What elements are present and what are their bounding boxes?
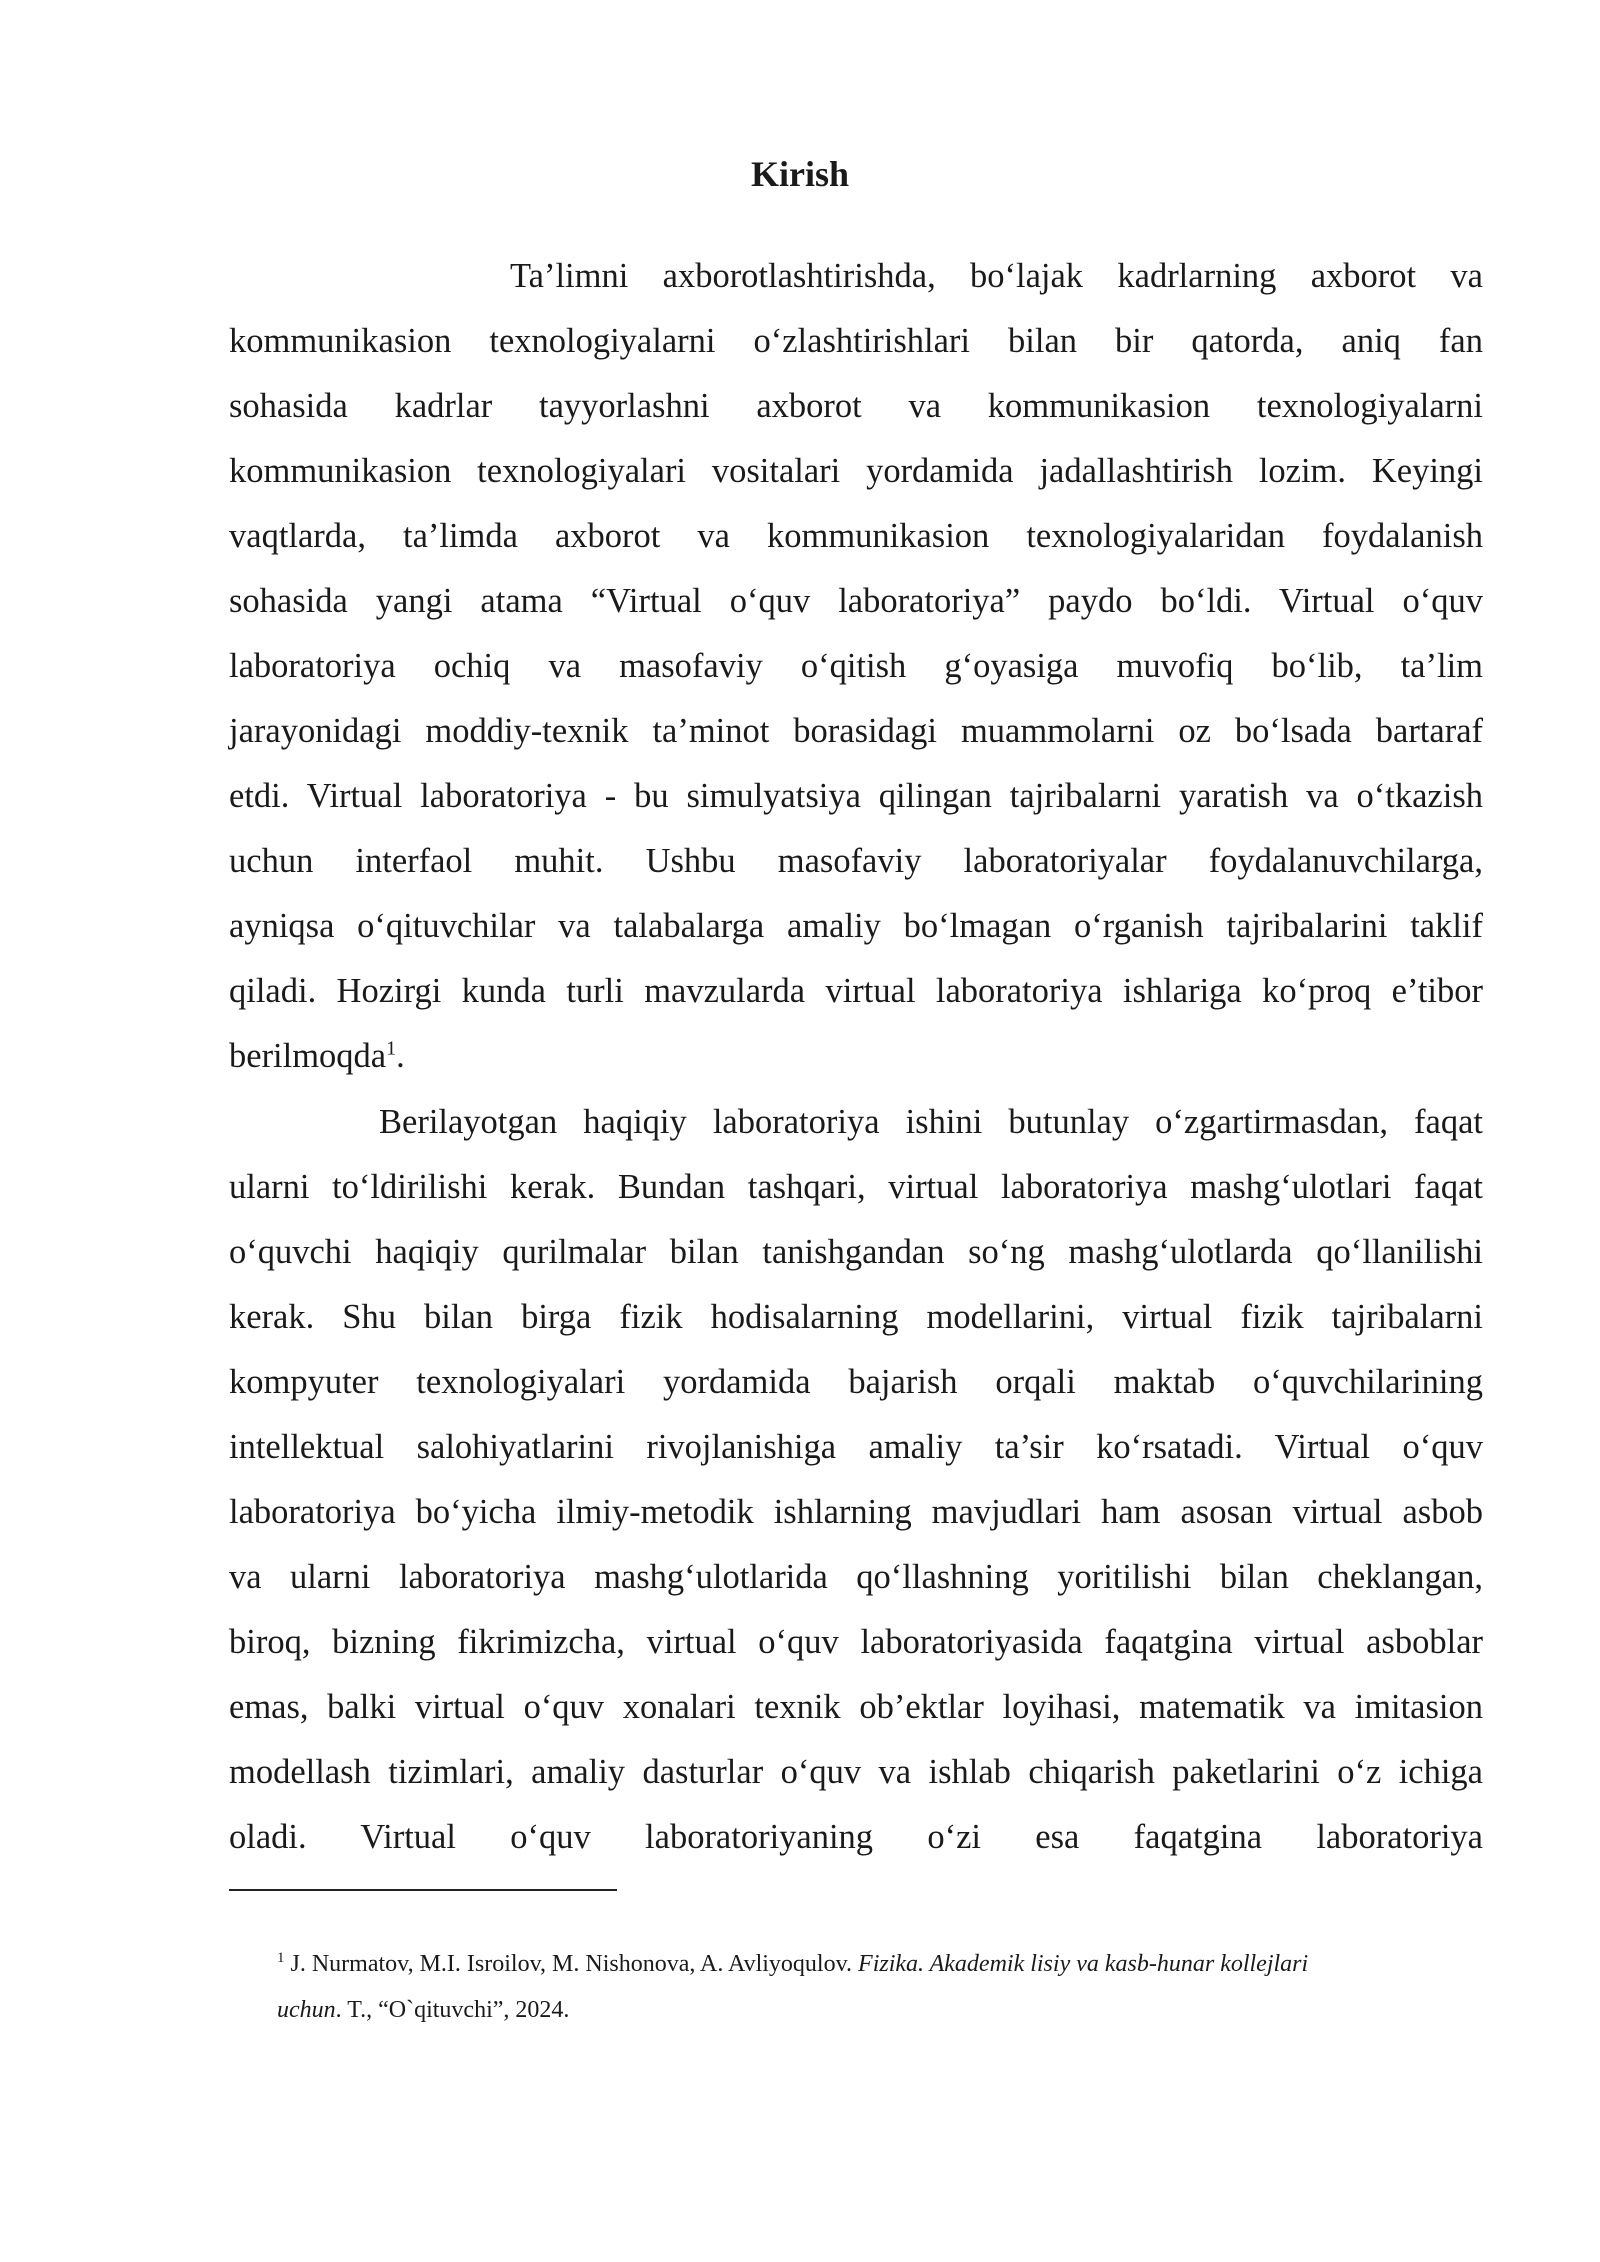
- paragraph-line: Ta’limni axborotlashtirishda, bo‘lajak kadrlarning axborot va: [510, 257, 1483, 295]
- page-title: Kirish: [750, 154, 849, 194]
- paragraph-line: vaqtlarda, ta’limda axborot va kommunikasion texnologiyalaridan foydalanish: [229, 517, 1483, 555]
- paragraph-last-line-text: berilmoqda: [229, 1037, 387, 1075]
- footnote-line: [277, 1941, 1483, 1987]
- paragraph-last-line-end: .: [396, 1037, 405, 1075]
- paragraph-line: modellash tizimlari, amaliy dasturlar o‘quv va ishlab chiqarish paketlarini o‘z ichiga: [229, 1753, 1483, 1791]
- paragraph-line: uchun interfaol muhit. Ushbu masofaviy laboratoriyalar foydalanuvchilarga,: [229, 842, 1483, 880]
- paragraph-introduction: [229, 244, 1483, 1089]
- paragraph-line: intellektual salohiyatlarini rivojlanishiga amaliy ta’sir ko‘rsatadi. Virtual o‘quv: [229, 1428, 1483, 1466]
- paragraph-line: laboratoriya bo‘yicha ilmiy-metodik ishlarning mavjudlari ham asosan virtual asbob: [229, 1493, 1483, 1531]
- paragraph-line: ayniqsa o‘qituvchilar va talabalarga amaliy bo‘lmagan o‘rganish tajribalarini taklif: [229, 907, 1483, 945]
- paragraph-line: kerak. Shu bilan birga fizik hodisalarning modellarini, virtual fizik tajribalarni: [229, 1298, 1483, 1336]
- footnote-separator: [229, 1889, 617, 1891]
- paragraph-line: kommunikasion texnologiyalarni o‘zlashtirishlari bilan bir qatorda, aniq fan: [229, 322, 1483, 360]
- paragraph-line: emas, balki virtual o‘quv xonalari texnik ob’ektlar loyihasi, matematik va imitasion: [229, 1688, 1483, 1726]
- paragraph-line: sohasida yangi atama “Virtual o‘quv laboratoriya” paydo bo‘ldi. Virtual o‘quv: [229, 582, 1483, 620]
- paragraph-line: kompyuter texnologiyalari yordamida bajarish orqali maktab o‘quvchilarining: [229, 1363, 1483, 1401]
- paragraph-line: biroq, bizning fikrimizcha, virtual o‘quv laboratoriyasida faqatgina virtual asboblar: [229, 1623, 1483, 1661]
- paragraph-line: va ularni laboratoriya mashg‘ulotlarida qo‘llashning yoritilishi bilan cheklangan,: [229, 1558, 1483, 1596]
- footnote-reference[interactable]: 1: [386, 1037, 397, 1060]
- footnote-book-title-end: uchun: [277, 1997, 336, 2023]
- paragraph-line: sohasida kadrlar tayyorlashni axborot va kommunikasion texnologiyalarni: [229, 387, 1483, 425]
- paragraph-line: etdi. Virtual laboratoriya - bu simulyatsiya qilingan tajribalarni yaratish va o‘tkazish: [229, 777, 1483, 815]
- paragraph-line: Berilayotgan haqiqiy laboratoriya ishini butunlay o‘zgartirmasdan, faqat: [379, 1103, 1483, 1141]
- paragraph-line: laboratoriya ochiq va masofaviy o‘qitish g‘oyasiga muvofiq bo‘lib, ta’lim: [229, 647, 1483, 685]
- paragraph-line: ularni to‘ldirilishi kerak. Bundan tashqari, virtual laboratoriya mashg‘ulotlari faqat: [229, 1168, 1483, 1206]
- paragraph-virtual-lab: [229, 1090, 1483, 1870]
- paragraph-line: oladi. Virtual o‘quv laboratoriyaning o‘zi esa faqatgina laboratoriya: [229, 1818, 1483, 1856]
- paragraph-last-line: [229, 1024, 1483, 1089]
- footnote-number: 1: [277, 1950, 285, 1966]
- paragraph-line: kommunikasion texnologiyalari vositalari yordamida jadallashtirish lozim. Keyingi: [229, 452, 1483, 490]
- footnote: [277, 1941, 1483, 2033]
- footnote-line: [277, 1987, 1483, 2033]
- paragraph-line: o‘quvchi haqiqiy qurilmalar bilan tanishgandan so‘ng mashg‘ulotlarda qo‘llanilishi: [229, 1233, 1483, 1271]
- paragraph-line: jarayonidagi moddiy-texnik ta’minot borasidagi muammolarni oz bo‘lsada bartaraf: [229, 712, 1483, 750]
- footnote-publisher: . T., “O`qituvchi”, 2024.: [335, 1997, 570, 2023]
- footnote-book-title: Fizika. Akademik lisiy va kasb-hunar kollejlari: [858, 1951, 1309, 1977]
- footnote-authors: J. Nurmatov, M.I. Isroilov, M. Nishonova, A. Avliyoqulov.: [284, 1951, 859, 1977]
- paragraph-line: qiladi. Hozirgi kunda turli mavzularda virtual laboratoriya ishlariga ko‘proq e’tibor: [229, 972, 1483, 1010]
